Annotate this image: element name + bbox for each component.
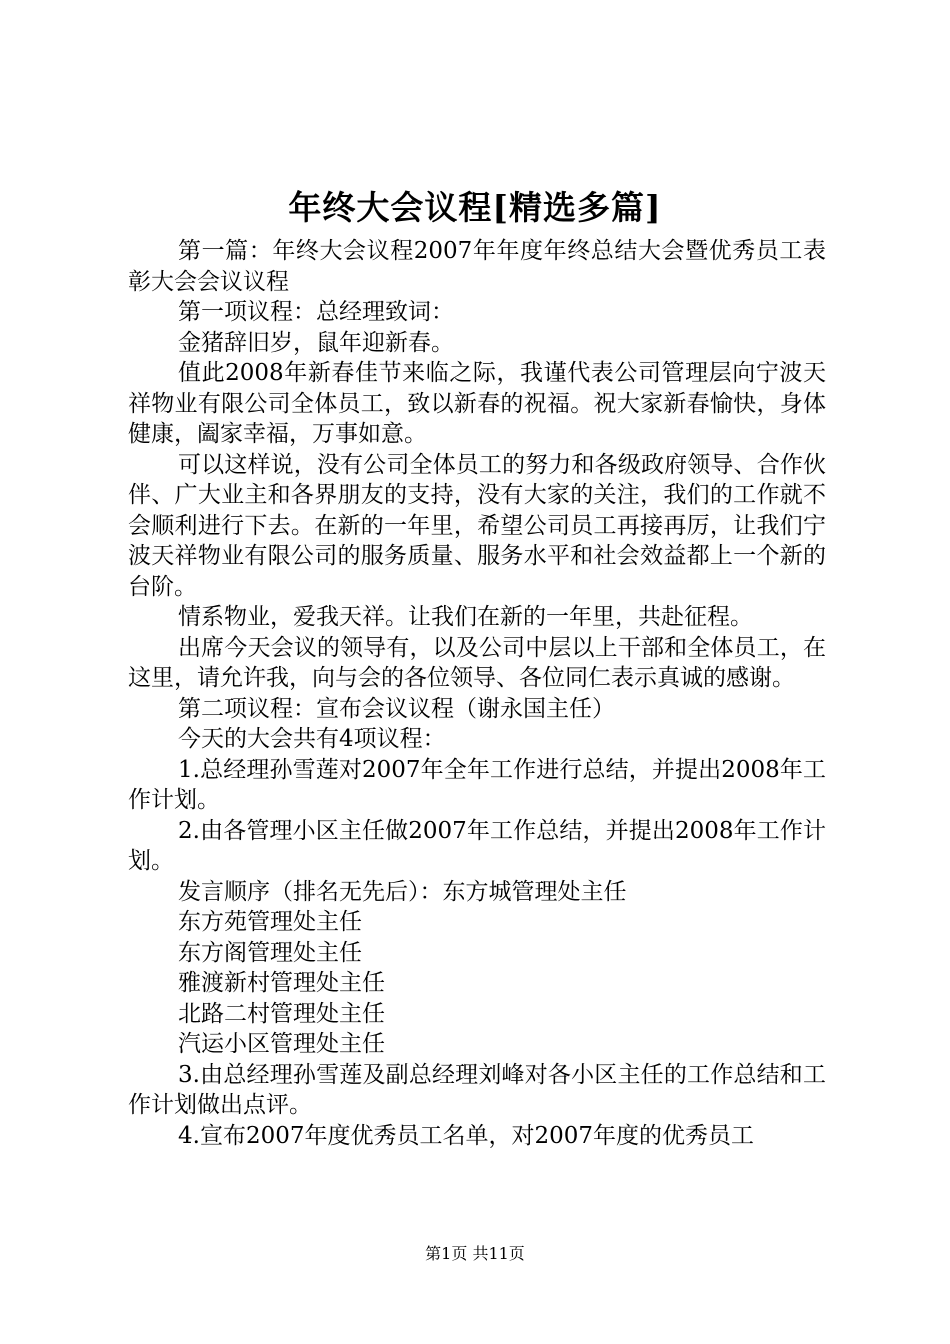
speaker-list-item: 汽运小区管理处主任 <box>178 1031 385 1057</box>
paragraph: 第二项议程：宣布会议议程（谢永国主任） <box>178 695 615 722</box>
document-body <box>128 236 826 1151</box>
speaker-list-item: 雅渡新村管理处主任 <box>178 970 385 996</box>
paragraph: 出席今天会议的领导有，以及公司中层以上干部和全体员工，在这里，请允许我，向与会的各位领导、各位同仁表示真诚的感谢。 <box>128 634 826 691</box>
paragraph: 值此2008年新春佳节来临之际，我谨代表公司管理层向宁波天祥物业有限公司全体员工，致以新春的祝福。祝大家新春愉快，身体健康，阖家幸福，万事如意。 <box>128 360 826 447</box>
agenda-item: 4.宣布2007年度优秀员工名单，对2007年度的优秀员工 <box>178 1122 755 1149</box>
paragraph: 第一篇：年终大会议程2007年年度年终总结大会暨优秀员工表彰大会会议议程 <box>128 238 826 295</box>
page-footer: 第1页 共11页 <box>425 1244 525 1263</box>
agenda-item: 1.总经理孙雪莲对2007年全年工作进行总结，并提出2008年工作计划。 <box>128 756 826 813</box>
paragraph: 可以这样说，没有公司全体员工的努力和各级政府领导、合作伙伴、广大业主和各界朋友的支持，没有大家的关注，我们的工作就不会顺利进行下去。在新的一年里，希望公司员工再接再厉，让我们宁波天祥物业有限公司的服务质量、服务水平和社会效益都上一个新的台阶。 <box>128 451 826 600</box>
paragraph: 发言顺序（排名无先后）：东方城管理处主任 <box>178 878 627 905</box>
paragraph: 情系物业，爱我天祥。让我们在新的一年里，共赴征程。 <box>178 604 753 630</box>
document-title: 年终大会议程[精选多篇] <box>288 188 662 227</box>
speaker-list-item: 东方苑管理处主任 <box>178 909 362 935</box>
agenda-item: 3.由总经理孙雪莲及副总经理刘峰对各小区主任的工作总结和工作计划做出点评。 <box>128 1061 826 1118</box>
speaker-list-item: 北路二村管理处主任 <box>178 1000 385 1027</box>
speaker-list-item: 东方阁管理处主任 <box>178 939 362 966</box>
paragraph: 金猪辞旧岁，鼠年迎新春。 <box>178 329 454 356</box>
paragraph: 今天的大会共有4项议程： <box>178 726 446 752</box>
paragraph: 第一项议程：总经理致词： <box>178 299 454 325</box>
agenda-item: 2.由各管理小区主任做2007年工作总结，并提出2008年工作计划。 <box>128 817 826 874</box>
